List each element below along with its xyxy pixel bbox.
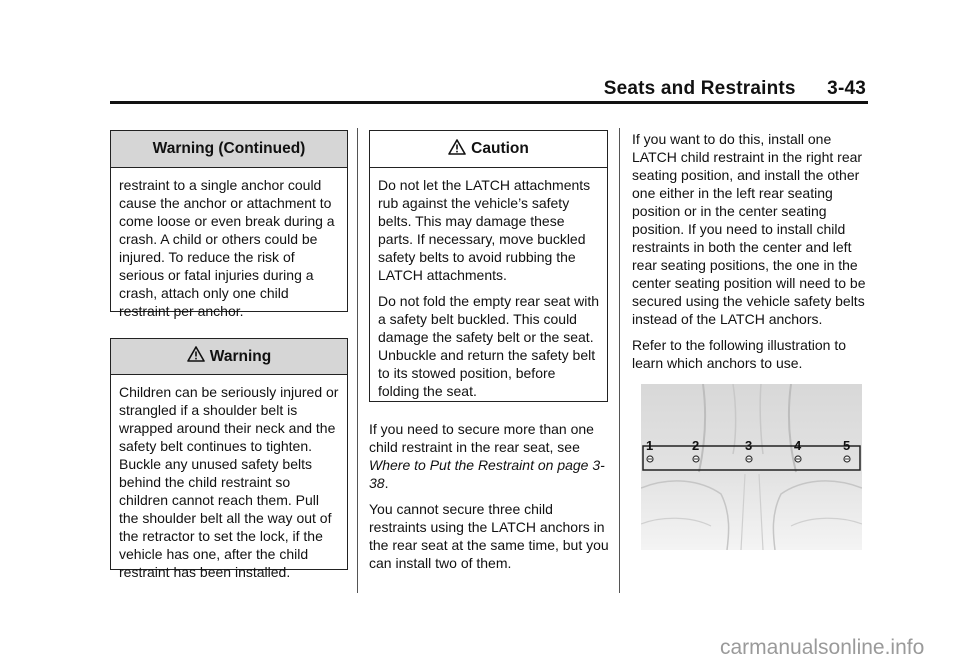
caution-title: Caution [471, 140, 529, 157]
paragraph-end: . [384, 475, 389, 491]
caution-box [369, 130, 608, 402]
caution-triangle-icon [448, 139, 466, 160]
latch-anchor-illustration [641, 384, 862, 550]
anchor-3 [746, 456, 752, 462]
anchor-label-5: 5 [843, 438, 851, 453]
page-number: 3-43 [827, 78, 866, 99]
warning-continued-text: restraint to a single anchor could cause the anchor or attachment to come loose or even break during a crash. A child or others could be injured. To reduce the risk of serious or fatal injuries during a crash, attach only one child restraint per anchor. [119, 177, 335, 319]
column-2-body [369, 420, 609, 580]
paragraph-install: If you want to do this, install one LATCH child restraint in the right rear seating position, and install the other one either in the left rear seating position or in the center seating position. If you need to install child restraints in both the center and left rear seating positions, the one in the center seating position will need to be secured using the vehicle safety belts instead of the LATCH anchors. [632, 131, 866, 327]
anchor-label-1: 1 [646, 438, 654, 453]
cross-reference-link[interactable]: Where to Put the Restraint on page 3-38 [369, 457, 605, 491]
anchor-5 [844, 456, 850, 462]
watermark: carmanualsonline.info [720, 636, 925, 659]
page-header [604, 78, 866, 100]
warning-text: Children can be seriously injured or strangled if a shoulder belt is wrapped around their neck and the safety belt continues to tighten. Buckle any unused safety belts behind the child restraint so children cannot reach them. Pull the shoulder belt all the way out of the retractor to set the lock, if the vehicle has one, after the child restraint has been installed. [119, 384, 339, 580]
anchor-label-3: 3 [745, 438, 753, 453]
anchor-label-4: 4 [794, 438, 802, 453]
anchor-2 [693, 456, 699, 462]
warning-continued-box [110, 130, 348, 319]
caution-header [370, 131, 607, 168]
warning-header [111, 339, 347, 375]
column-3-body [632, 130, 872, 380]
section-title: Seats and Restraints [603, 78, 796, 99]
paragraph-more-than-one [369, 420, 609, 492]
header-rule [110, 101, 868, 104]
paragraph-cannot-secure: You cannot secure three child restraints using the LATCH anchors in the rear seat at the same time, but you can install two of them. [369, 501, 609, 571]
paragraph-refer: Refer to the following illustration to learn which anchors to use. [632, 337, 846, 371]
anchor-1 [647, 456, 653, 462]
warning-box [110, 338, 348, 580]
caution-text-2: Do not fold the empty rear seat with a safety belt buckled. This could damage the safety belt or the seat. Unbuckle and return the safety belt to its stowed position, before folding the seat. [378, 293, 599, 399]
column-divider [357, 128, 358, 593]
column-divider [619, 128, 620, 593]
warning-triangle-icon [187, 346, 205, 367]
warning-continued-title: Warning (Continued) [111, 131, 347, 168]
warning-title: Warning [209, 347, 272, 365]
caution-text-1: Do not let the LATCH attachments rub against the vehicle’s safety belts. This may damage these parts. If necessary, move buckled safety belts to avoid rubbing the LATCH attachments. [378, 177, 591, 283]
paragraph-text: If you need to secure more than one child restraint in the rear seat, see [369, 421, 594, 455]
anchor-label-2: 2 [692, 438, 700, 453]
anchor-4 [795, 456, 801, 462]
seat-drawing [641, 384, 862, 550]
